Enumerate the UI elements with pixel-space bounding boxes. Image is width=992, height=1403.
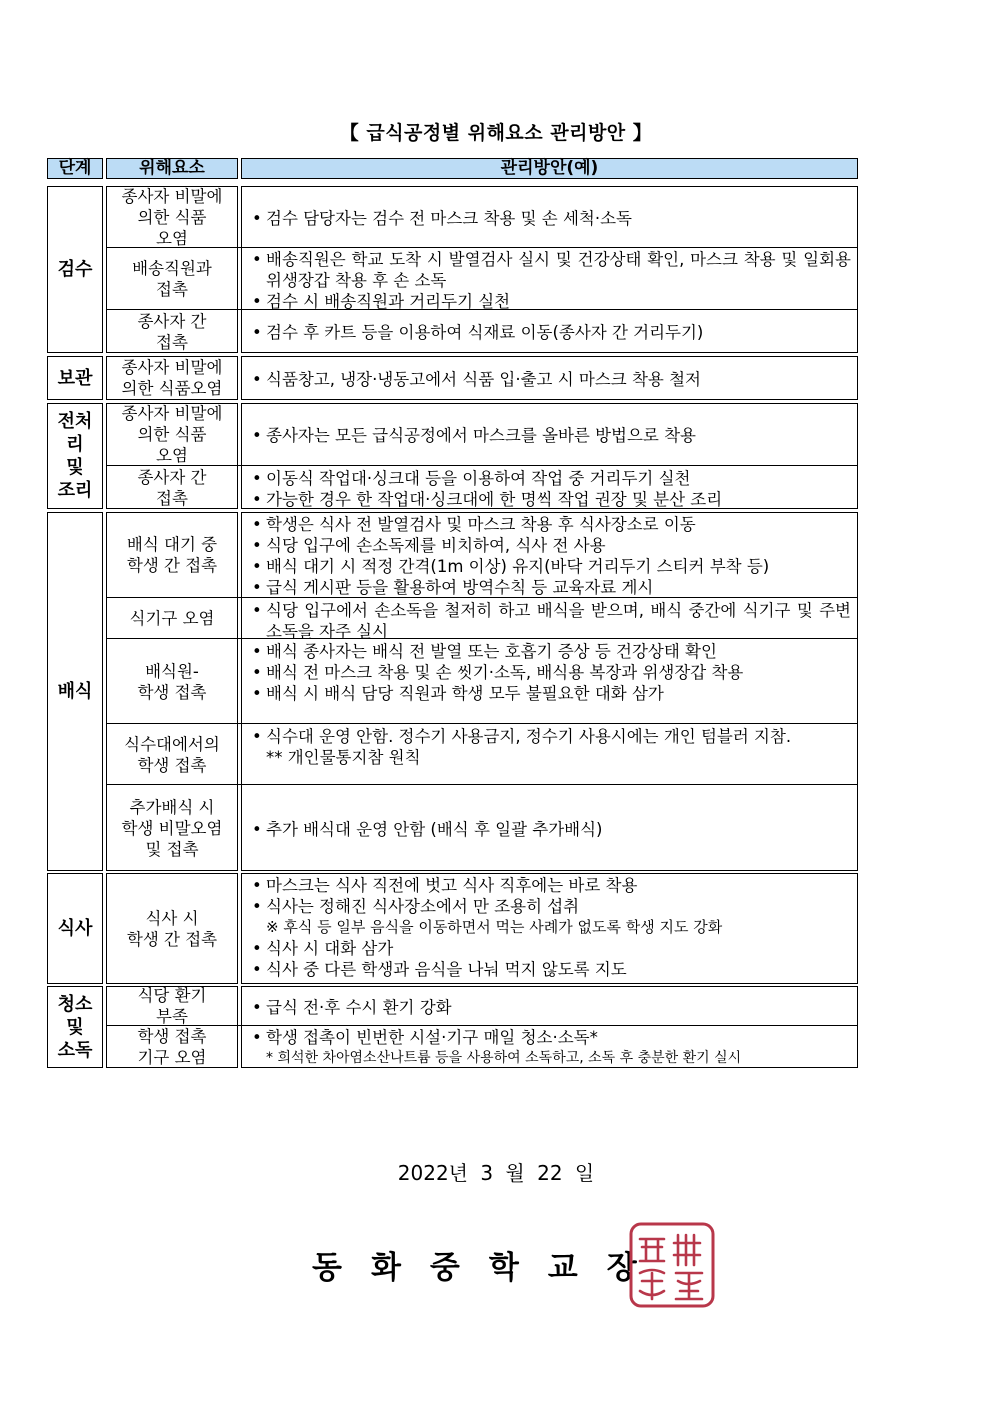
method-item xyxy=(252,1027,851,1048)
method-text: • 배식 대기 시 적정 간격(1m 이상) 유지(바닥 거리두기 스티커 부착 등) xyxy=(266,557,770,576)
method-text: • 추가 배식대 운영 안함 (배식 후 일괄 추가배식) xyxy=(266,819,603,839)
hazard-label: 식사 시 xyxy=(145,908,199,928)
hazard-label: 식수대에서의 xyxy=(124,734,220,754)
method-text: • 이동식 작업대·싱크대 등을 이용하여 작업 중 거리두기 실천 xyxy=(266,468,691,488)
hazard-label: 의한 식품 xyxy=(137,207,207,227)
stage-group xyxy=(47,986,858,1068)
method-item xyxy=(252,425,851,446)
stage-label: 식사 xyxy=(57,918,93,939)
stage-label: 보관 xyxy=(57,367,93,389)
method-item xyxy=(252,514,851,535)
hazard-cell xyxy=(107,1026,237,1068)
method-note: ** 개인물통지참 원칙 xyxy=(266,748,421,767)
method-item xyxy=(252,938,851,959)
hazard-label: 접촉 xyxy=(156,332,188,352)
hazard-cell xyxy=(107,724,237,785)
hazard-label: 학생 간 접촉 xyxy=(126,556,218,575)
hazard-cell xyxy=(107,186,237,248)
hazard-label: 배식 대기 중 xyxy=(126,535,218,554)
hazard-label: 학생 접촉 xyxy=(137,1027,207,1046)
stage-label: 배식 xyxy=(57,681,93,702)
method-item xyxy=(252,896,851,917)
hazard-label: 학생 간 접촉 xyxy=(126,929,218,949)
method-text: • 검수 후 카트 등을 이용하여 식재료 이동(종사자 간 거리두기) xyxy=(266,323,704,342)
stage-label: 조리 xyxy=(57,480,93,501)
hazard-cell xyxy=(107,598,237,639)
method-cell xyxy=(242,512,857,598)
method-text: • 종사자는 모든 급식공정에서 마스크를 올바른 방법으로 착용 xyxy=(266,426,696,445)
method-item xyxy=(252,726,851,747)
hazard-label: 학생 접촉 xyxy=(137,755,207,775)
stage-cell xyxy=(47,986,103,1068)
method-cell xyxy=(242,639,857,724)
method-cell xyxy=(242,873,857,984)
method-item xyxy=(252,556,851,577)
method-text: • 급식 전·후 수시 환기 강화 xyxy=(266,997,452,1017)
method-text: • 배송직원은 학교 도착 시 발열검사 실시 및 건강상태 확인, 마스크 착용 및 일회용 위생장갑 착용 후 손 소독 xyxy=(266,249,851,290)
method-text: • 식사 시 대화 삼가 xyxy=(266,939,394,958)
method-cell xyxy=(242,466,857,509)
stage-label: 전처 xyxy=(57,411,93,432)
hazard-cell xyxy=(107,873,237,984)
method-item xyxy=(252,997,851,1018)
method-item xyxy=(252,249,851,291)
method-cell xyxy=(242,248,857,310)
hazard-cell xyxy=(107,356,237,400)
method-item xyxy=(252,683,851,704)
hazard-label: 학생 접촉 xyxy=(137,682,207,702)
stage-label: 리 xyxy=(66,434,84,455)
method-cell xyxy=(242,724,857,785)
hazard-label: 학생 비말오염 xyxy=(121,818,223,838)
method-text: • 가능한 경우 한 작업대·싱크대에 한 명씩 작업 권장 및 분산 조리 xyxy=(266,489,723,509)
method-cell xyxy=(242,356,857,400)
hazard-label: 오염 xyxy=(156,446,188,465)
method-cell xyxy=(242,598,857,639)
method-text: • 식품창고, 냉장·냉동고에서 식품 입·출고 시 마스크 착용 철저 xyxy=(266,369,701,389)
method-text: • 식사 중 다른 학생과 음식을 나눠 먹지 않도록 지도 xyxy=(266,960,627,979)
stage-group xyxy=(47,873,858,984)
method-text: • 학생 접촉이 빈번한 시설·기구 매일 청소·소독* xyxy=(266,1028,598,1047)
hazard-label: 의한 식품오염 xyxy=(121,379,223,398)
hazard-label: 배송직원과 xyxy=(132,259,212,278)
hazard-label: 종사자 간 xyxy=(137,467,207,487)
hazard-cell xyxy=(107,512,237,598)
hazard-cell xyxy=(107,310,237,353)
method-item xyxy=(252,959,851,980)
school-seal xyxy=(628,1221,716,1309)
method-item xyxy=(252,600,851,639)
hazard-label: 부족 xyxy=(156,1007,188,1026)
stage-label: 소독 xyxy=(57,1039,93,1061)
method-item xyxy=(252,489,851,510)
hazard-label: 기구 오염 xyxy=(137,1048,207,1067)
hazard-label: 의한 식품 xyxy=(137,425,207,444)
method-text: • 마스크는 식사 직전에 벗고 식사 직후에는 바로 착용 xyxy=(266,876,638,895)
hazard-cell xyxy=(107,639,237,724)
method-text: • 배식 전 마스크 착용 및 손 씻기·소독, 배식용 복장과 위생장갑 착용 xyxy=(266,663,744,682)
method-text: • 식사는 정해진 식사장소에서 만 조용히 섭취 xyxy=(266,897,580,916)
hazard-label: 추가배식 시 xyxy=(129,797,215,817)
hazard-cell xyxy=(107,466,237,509)
document-date: 2022년 3 월 22 일 xyxy=(397,1161,595,1185)
method-text: • 검수 시 배송직원과 거리두기 실천 xyxy=(266,291,511,310)
stage-label: 및 xyxy=(66,457,84,478)
hazard-label: 접촉 xyxy=(156,280,188,299)
method-cell xyxy=(242,986,857,1026)
method-item xyxy=(252,662,851,683)
method-item xyxy=(252,322,851,343)
hazard-cell xyxy=(107,403,237,466)
hazard-cell xyxy=(107,986,237,1026)
method-item xyxy=(252,468,851,489)
method-text: • 배식 시 배식 담당 직원과 학생 모두 불필요한 대화 삼가 xyxy=(266,684,664,703)
method-item xyxy=(252,535,851,556)
method-item xyxy=(252,208,851,229)
page-title: 【 급식공정별 위해요소 관리방안 】 xyxy=(339,122,653,144)
method-text: • 식당 입구에 손소독제를 비치하여, 식사 전 사용 xyxy=(266,536,606,555)
method-item xyxy=(252,875,851,896)
method-item xyxy=(252,369,851,390)
stage-label: 검수 xyxy=(57,259,93,280)
stage-cell xyxy=(47,512,103,871)
method-text: • 급식 게시판 등을 활용하여 방역수칙 등 교육자료 게시 xyxy=(266,578,654,597)
method-cell xyxy=(242,186,857,248)
method-item xyxy=(252,577,851,598)
hazard-label: 및 접촉 xyxy=(145,839,199,859)
header-stage: 단계 xyxy=(47,158,103,179)
method-cell xyxy=(242,1026,857,1068)
method-item xyxy=(252,291,851,311)
hazard-cell xyxy=(107,785,237,871)
method-cell xyxy=(242,403,857,466)
stage-cell xyxy=(47,403,103,509)
method-text: • 식수대 운영 안함. 정수기 사용금지, 정수기 사용시에는 개인 텀블러 지참. xyxy=(266,727,792,746)
method-cell xyxy=(242,785,857,871)
stage-group xyxy=(47,403,858,509)
stage-group xyxy=(47,356,858,400)
hazard-label: 식기구 오염 xyxy=(129,609,215,628)
method-cell xyxy=(242,310,857,353)
stage-cell xyxy=(47,356,103,400)
method-text: • 배식 종사자는 배식 전 발열 또는 호흡기 증상 등 건강상태 확인 xyxy=(266,642,717,661)
method-note: ※ 후식 등 일부 음식을 이동하면서 먹는 사례가 없도록 학생 지도 강화 xyxy=(266,918,723,936)
method-item xyxy=(252,641,851,662)
method-text: • 식당 입구에서 손소독을 철저히 하고 배식을 받으며, 배식 중간에 식기구 및 주변 소독을 자주 실시 xyxy=(266,601,851,639)
stage-cell xyxy=(47,873,103,984)
header-method: 관리방안(예) xyxy=(241,158,858,179)
header-hazard: 위해요소 xyxy=(106,158,238,179)
method-text: • 학생은 식사 전 발열검사 및 마스크 착용 후 식사장소로 이동 xyxy=(266,515,696,534)
stage-label: 및 xyxy=(66,1016,84,1038)
stage-cell xyxy=(47,186,103,353)
hazard-cell xyxy=(107,248,237,310)
stage-group xyxy=(47,512,858,871)
method-note: * 희석한 차아염소산나트륨 등을 사용하여 소독하고, 소독 후 충분한 환기 실시 xyxy=(266,1050,742,1066)
stage-label: 청소 xyxy=(57,993,93,1015)
method-item xyxy=(252,819,851,840)
stage-group xyxy=(47,186,858,353)
hazard-label: 식당 환기 xyxy=(137,986,207,1005)
hazard-label: 오염 xyxy=(156,228,188,248)
hazard-label: 접촉 xyxy=(156,488,188,508)
hazard-label: 종사자 비말에 xyxy=(121,186,223,206)
school-name: 동화중학교장 xyxy=(312,1250,666,1286)
hazard-label: 종사자 간 xyxy=(137,311,207,331)
hazard-label: 배식원- xyxy=(145,661,199,681)
hazard-label: 종사자 비말에 xyxy=(121,404,223,423)
hazard-label: 종사자 비말에 xyxy=(121,358,223,377)
method-text: • 검수 담당자는 검수 전 마스크 착용 및 손 세척·소독 xyxy=(266,208,632,228)
